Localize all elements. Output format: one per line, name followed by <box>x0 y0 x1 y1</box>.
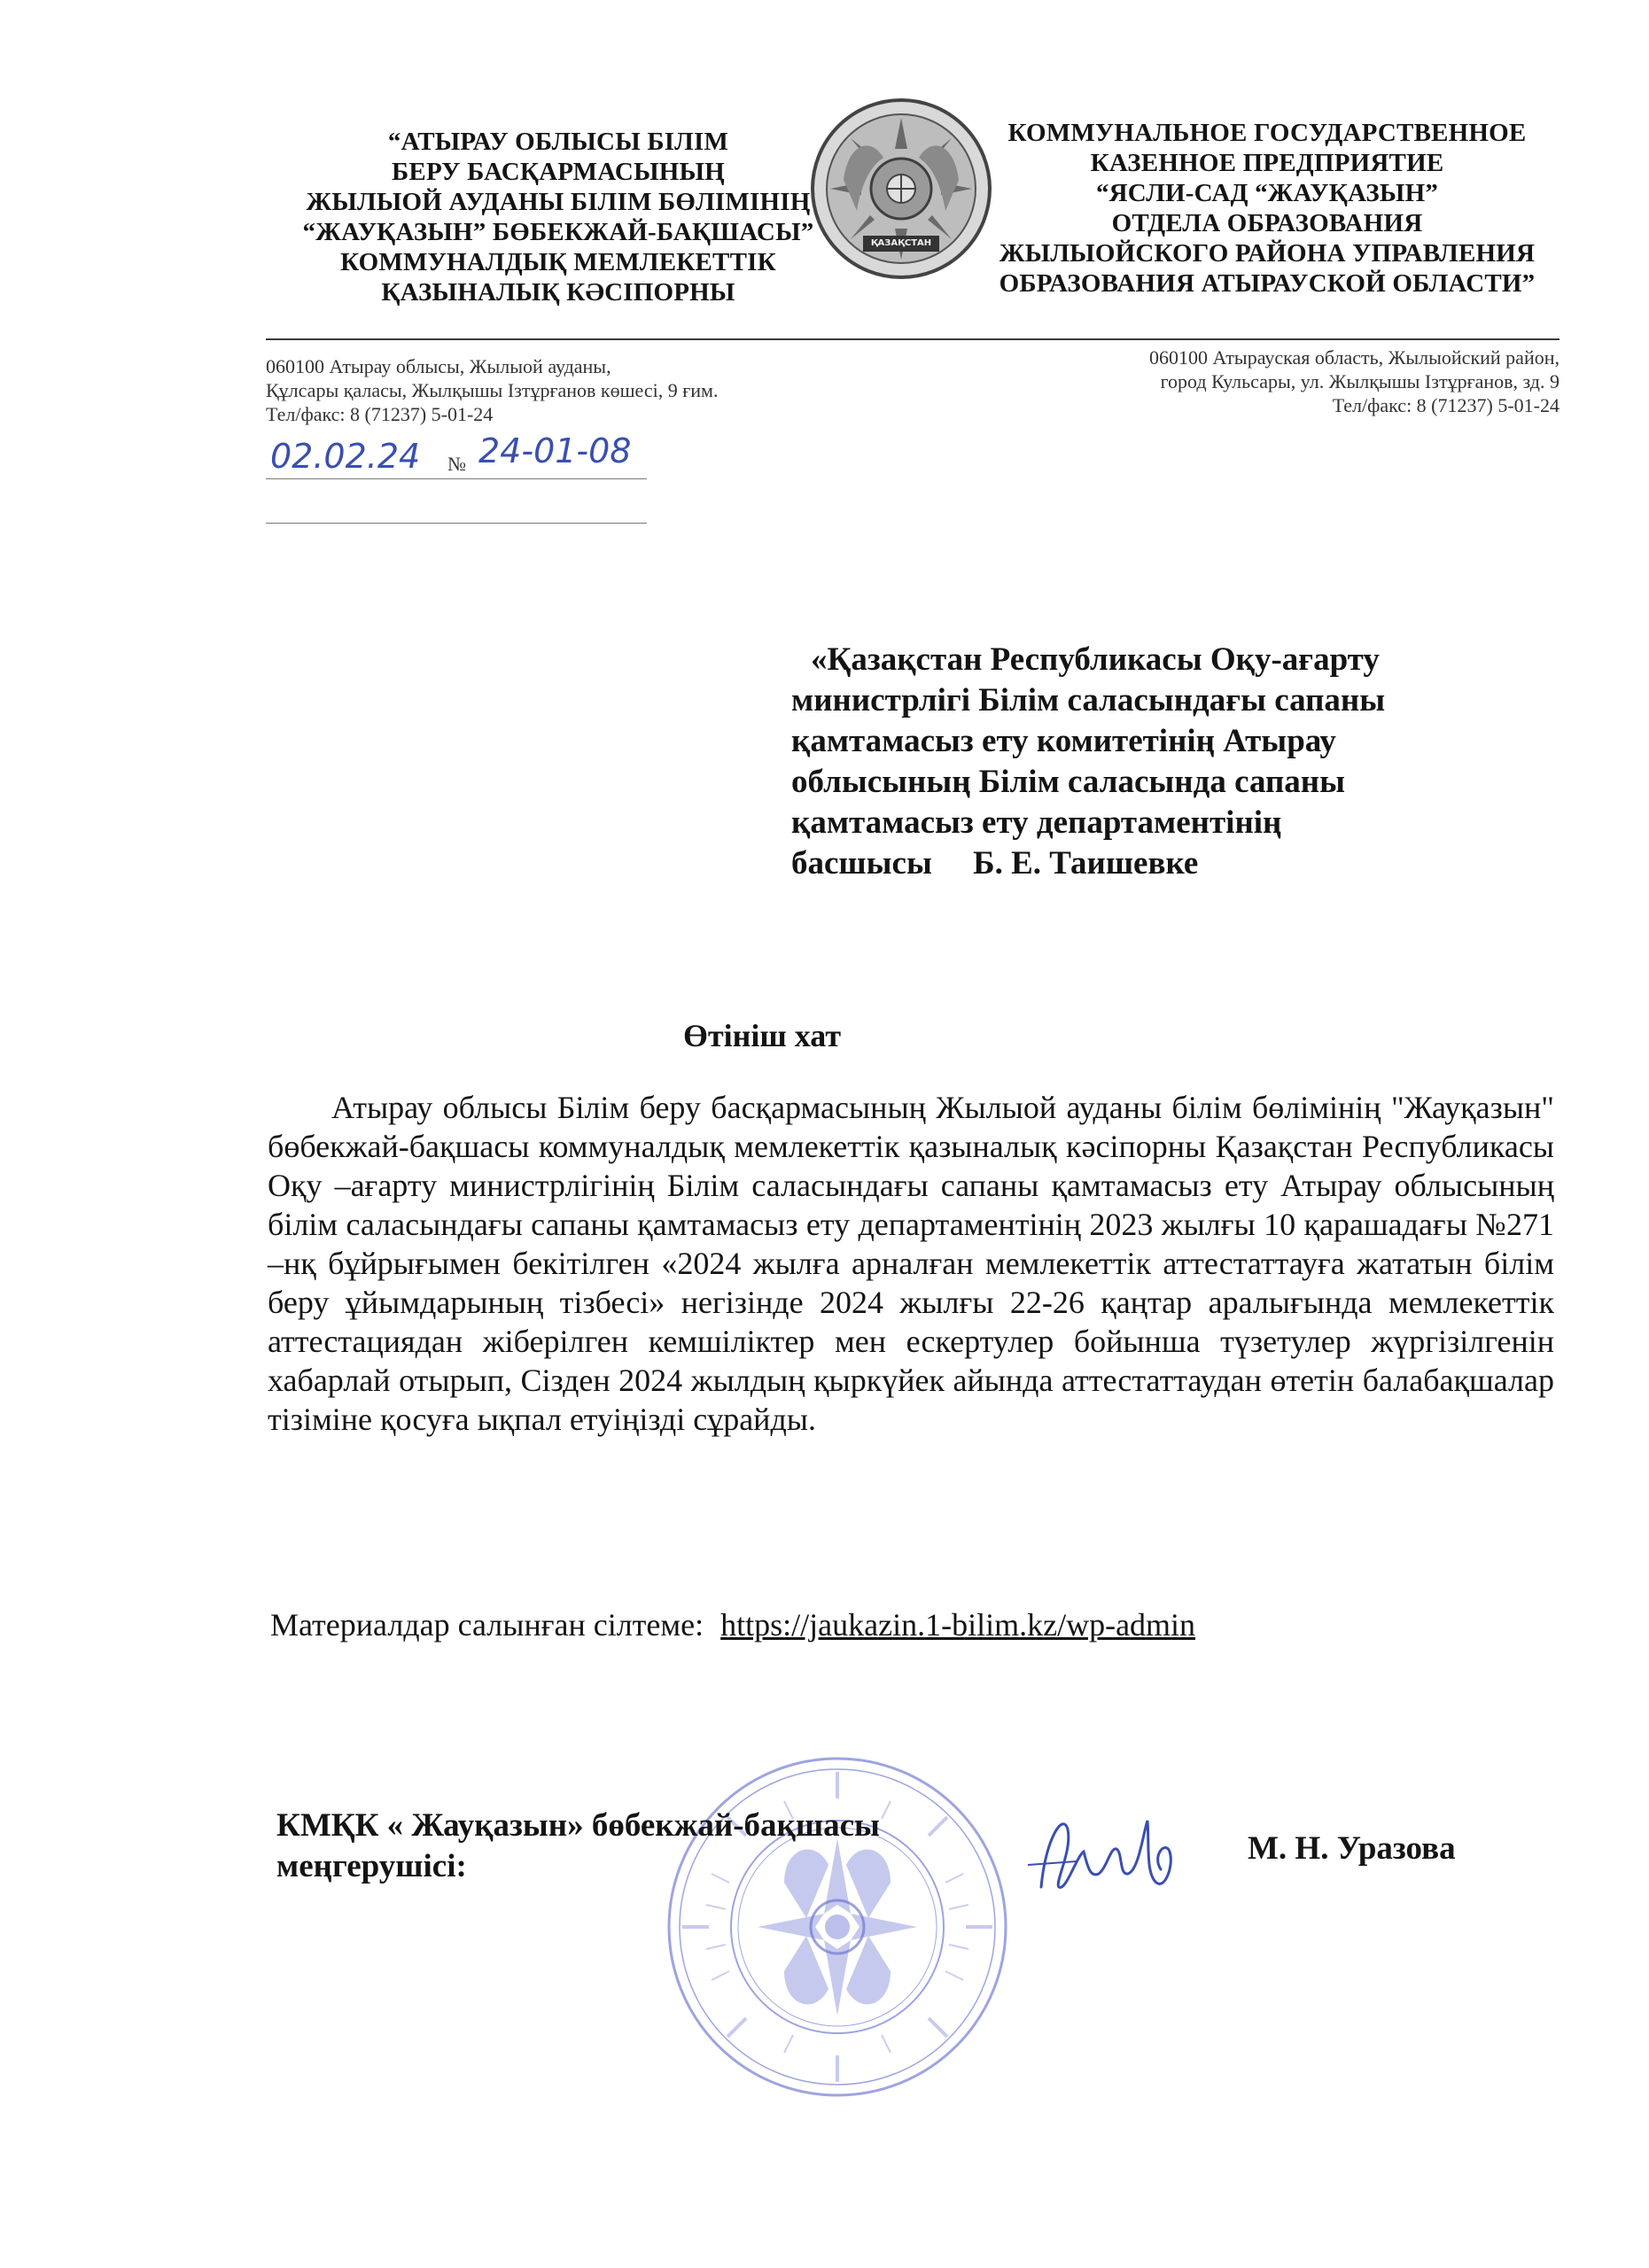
letter-body: Атырау облысы Білім беру басқармасының Жылыой ауданы білім бөлімінің "Жауқазын" бөбекжай-бақшасы коммуналдық мемлекеттік қазыналық кәсіпорны Қазақстан Республикасы Оқу –ағарту министрлігінің Білім саласындағы сапаны қамтамасыз ету Атырау облысының білім саласындағы сапаны қамтамасыз ету департаментінің 2023 жылғы 10 қарашадағы №271 –нқ бұйрығымен бекітілген «2024 жылға арналған мемлекеттік аттестаттауға жататын білім беру ұйымдарының тізбесі» негізінде 2024 жылғы 22-26 қаңтар аралығында мемлекеттік аттестациядан жіберілген кемшіліктер мен ескертулер бойынша түзетулер жүргізілгенін хабарлай отырып, Сізден 2024 жылдың қыркүйек айында аттестаттаудан өтетін балабақшалар тізіміне қосуға ықпал етуіңізді сұрайды. <box>268 1090 1554 1437</box>
addressee-line: министрлігі Білім саласындағы сапаны <box>791 682 1386 718</box>
address-kk-line: Тел/факс: 8 (71237) 5-01-24 <box>266 403 494 425</box>
org-name-ru-line: ОБРАЗОВАНИЯ АТЫРАУСКОЙ ОБЛАСТИ” <box>999 269 1536 298</box>
organization-stamp <box>660 1750 1015 2104</box>
address-kk-line: Құлсары қаласы, Жылқышы Ізтұрғанов көшесі, 9 ғим. <box>266 379 719 401</box>
address-ru <box>975 346 1560 417</box>
emblem-ribbon-text: ҚАЗАҚСТАН <box>870 238 932 248</box>
org-name-kk <box>292 127 824 307</box>
address-ru-line: 060100 Атырауская область, Жылыойский район, <box>1149 346 1560 369</box>
org-name-kk-line: “ЖАУҚАЗЫН” БӨБЕКЖАЙ-БАҚШАСЫ” <box>302 218 814 246</box>
org-name-ru-line: “ЯСЛИ-САД “ЖАУҚАЗЫН” <box>1095 179 1439 207</box>
org-name-ru-line: КОММУНАЛЬНОЕ ГОСУДАРСТВЕННОЕ <box>1007 119 1527 147</box>
address-kk-line: 060100 Атырау облысы, Жылыой ауданы, <box>266 355 611 377</box>
document-title: Өтініш хат <box>682 1018 842 1053</box>
org-name-kk-line: БЕРУ БАСҚАРМАСЫНЫҢ <box>392 158 725 186</box>
org-name-ru-line: ОТДЕЛА ОБРАЗОВАНИЯ <box>1111 209 1423 237</box>
materials-line <box>270 1605 1195 1644</box>
org-name-ru <box>975 118 1560 299</box>
signatory-position-line: КМҚК « Жауқазын» бөбекжай-бақшасы <box>276 1807 880 1844</box>
signatory-name: М. Н. Уразова <box>1248 1830 1456 1867</box>
org-name-ru-line: ЖЫЛЫОЙСКОГО РАЙОНА УПРАВЛЕНИЯ <box>999 239 1536 268</box>
org-name-kk-line: ЖЫЛЫОЙ АУДАНЫ БІЛІМ БӨЛІМІНІҢ <box>306 188 811 216</box>
outgoing-registration <box>266 430 656 483</box>
signatory-position-line: меңгерушісі: <box>276 1848 467 1884</box>
outgoing-underline <box>266 478 647 479</box>
handwritten-signature <box>1015 1803 1192 1909</box>
org-name-kk-line: КОММУНАЛДЫҚ МЕМЛЕКЕТТІК <box>340 248 776 276</box>
reference-underline <box>266 523 647 524</box>
addressee-block <box>791 640 1553 884</box>
addressee-line: қамтамасыз ету комитетінің Атырау <box>791 723 1336 759</box>
addressee-line: басшысы Б. Е. Таишевке <box>791 845 1199 882</box>
org-name-kk-line: “АТЫРАУ ОБЛЫСЫ БІЛІМ <box>387 128 729 156</box>
addressee-line: облысының Білім саласында сапаны <box>791 764 1346 800</box>
address-ru-line: город Кульсары, ул. Жылқышы Ізтұрғанов, зд. 9 <box>1160 370 1560 392</box>
org-name-kk-line: ҚАЗЫНАЛЫҚ КӘСІПОРНЫ <box>381 278 735 307</box>
outgoing-number-label: № <box>447 453 466 475</box>
materials-label: Материалдар салынған сілтеме: <box>270 1607 704 1643</box>
org-name-ru-line: КАЗЕННОЕ ПРЕДПРИЯТИЕ <box>1090 149 1444 177</box>
outgoing-number: 24-01-08 <box>478 431 632 470</box>
header-divider <box>266 338 1560 340</box>
outgoing-date: 02.02.24 <box>270 437 421 476</box>
state-emblem <box>808 96 994 282</box>
address-kk <box>266 354 886 426</box>
address-ru-line: Тел/факс: 8 (71237) 5-01-24 <box>1332 394 1560 416</box>
signatory-position <box>276 1806 880 1887</box>
addressee-line: «Қазақстан Республикасы Оқу-ағарту <box>811 641 1380 678</box>
materials-link[interactable]: https://jaukazin.1-bilim.kz/wp-admin <box>720 1607 1196 1643</box>
addressee-line: қамтамасыз ету департаментінің <box>791 804 1282 841</box>
